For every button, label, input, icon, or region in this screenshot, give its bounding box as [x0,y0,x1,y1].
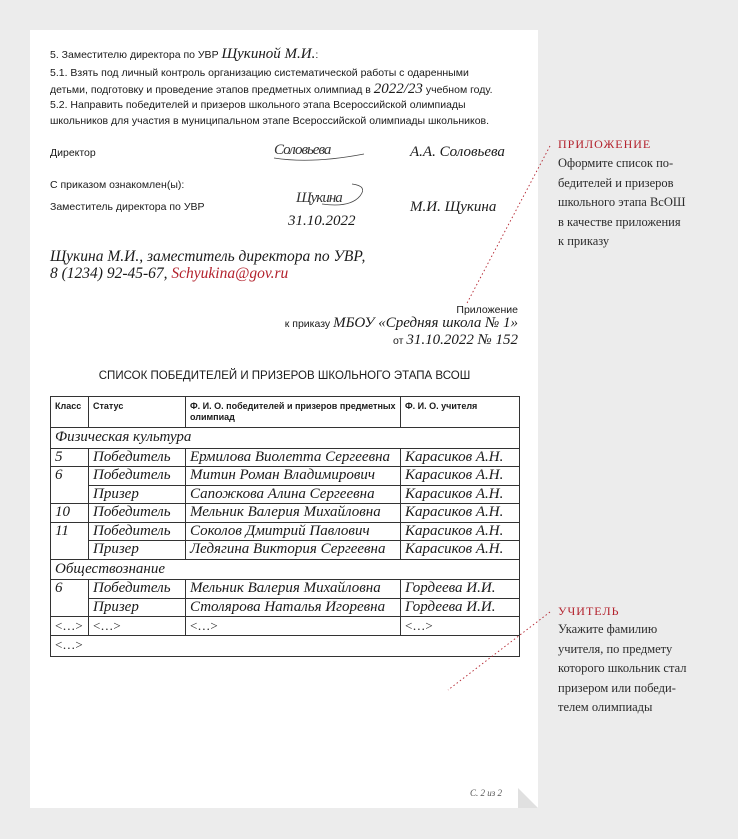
note-line: к приказу [558,234,610,248]
appendix-org: МБОУ «Средняя школа № 1» [333,315,518,331]
cell-student: Мельник Валерия Михайловна [186,504,401,523]
note-line: телем олимпиады [558,700,653,714]
page-number: С. 2 из 2 [470,788,503,798]
deputy-label: Заместитель директора по УВР [50,201,205,213]
note-line: в качестве приложения [558,214,681,229]
cell-teacher: Карасиков А.Н. [401,448,520,467]
list-title: СПИСОК ПОБЕДИТЕЛЕЙ И ПРИЗЕРОВ ШКОЛЬНОГО ЭТАПА ВСОШ [98,370,471,382]
note-line: призером или победи- [558,680,676,695]
cell-student: Митин Роман Владимирович [186,467,401,486]
cell-status: Призер [89,541,186,560]
p51-line2-end: учебном году. [422,83,493,96]
note-line: которого школьник стал [558,661,687,675]
executor-email[interactable]: Schyukina@gov.ru [171,265,289,282]
cell-class: 11 [51,522,89,559]
deputy-signature: Щукина [296,190,342,206]
p5-suffix: : [315,49,319,61]
cell-status: Призер [89,598,186,617]
p5-prefix: 5. Заместителю директора по УВР [50,49,222,61]
cell-status: Победитель [89,448,186,467]
note-line: Оформите список по- [558,156,674,170]
cell-student: Ермилова Виолетта Сергеевна [186,448,401,467]
cell-status: Призер [89,485,186,504]
executor-phone: 8 (1234) 92-45-67, [50,265,172,282]
cell-class: 5 [51,448,89,467]
cell-student: Столярова Наталья Игоревна [186,598,401,617]
cell-status: Победитель [89,467,186,486]
cell-ellipsis: <…> [51,617,89,636]
director-signature: Соловьева [274,142,331,158]
note-line: бедителей и призеров [558,175,674,190]
cell-ellipsis: <…> [89,617,186,636]
cell-status: Победитель [89,504,186,523]
cell-teacher: Гордеева И.И. [401,580,520,599]
cell-teacher: Карасиков А.Н. [401,541,520,560]
appendix-to-prefix: к приказу [284,318,334,330]
acquainted-label: С приказом ознакомлен(ы): [50,179,185,191]
note-line: Укажите фамилию [558,622,658,636]
cell-status: Победитель [89,522,186,541]
cell-class: 10 [51,504,89,523]
cell-teacher: Карасиков А.Н. [401,485,520,504]
cell-student: Соколов Дмитрий Павлович [186,522,401,541]
appendix-from-prefix: от [393,335,407,347]
appendix-label: Приложение [456,304,518,316]
cell-ellipsis: <…> [51,635,520,656]
director-label: Директор [50,147,96,159]
cell-student: Сапожкова Алина Сергеевна [186,485,401,504]
callout-teacher-line [448,612,550,690]
cell-teacher: Гордеева И.И. [401,598,520,617]
director-name: А.А. Соловьева [410,144,505,160]
callout-appendix-line [466,146,550,305]
p51-line1: 5.1. Взять под личный контроль организацию систематической работы с одаренными [50,67,469,79]
executor-line1: Щукина М.И., заместитель директора по УВР, [50,248,366,265]
cell-class: 6 [51,580,89,617]
cell-ellipsis: <…> [186,617,401,636]
deputy-name: М.И. Щукина [410,199,497,215]
cell-teacher: Карасиков А.Н. [401,504,520,523]
header-status: Статус [89,397,186,428]
cell-teacher: Карасиков А.Н. [401,467,520,486]
cell-class: 6 [51,467,89,504]
note-teacher-heading: УЧИТЕЛЬ [558,604,620,618]
cell-teacher: Карасиков А.Н. [401,522,520,541]
header-class: Класс [51,397,89,428]
section-social-studies: Обществознание [51,559,520,580]
p5-name: Щукиной М.И. [221,46,316,62]
p52-line2: школьников для участия в муниципальном этапе Всероссийской олимпиады школьников. [50,114,490,127]
cell-ellipsis: <…> [401,617,520,636]
appendix-from-value: 31.10.2022 № 152 [406,332,518,348]
p51-line2: детьми, подготовку и проведение этапов предметных олимпиад в [50,83,374,96]
header-teacher: Ф. И. О. учителя [401,397,520,428]
deputy-date: 31.10.2022 [288,213,356,229]
note-line: школьного этапа ВсОШ [558,195,686,209]
cell-student: Ледягина Виктория Сергеевна [186,541,401,560]
section-physical-education: Физическая культура [51,428,520,449]
header-student: Ф. И. О. победителей и призеров предметных олимпиад [186,397,401,428]
note-appendix-heading: ПРИЛОЖЕНИЕ [558,137,652,151]
p52-line1: 5.2. Направить победителей и призеров школьного этапа Всероссийской олимпиады [50,99,466,111]
note-line: учителя, по предмету [558,641,673,656]
p51-year: 2022/23 [373,80,423,97]
cell-status: Победитель [89,580,186,599]
cell-student: Мельник Валерия Михайловна [186,580,401,599]
